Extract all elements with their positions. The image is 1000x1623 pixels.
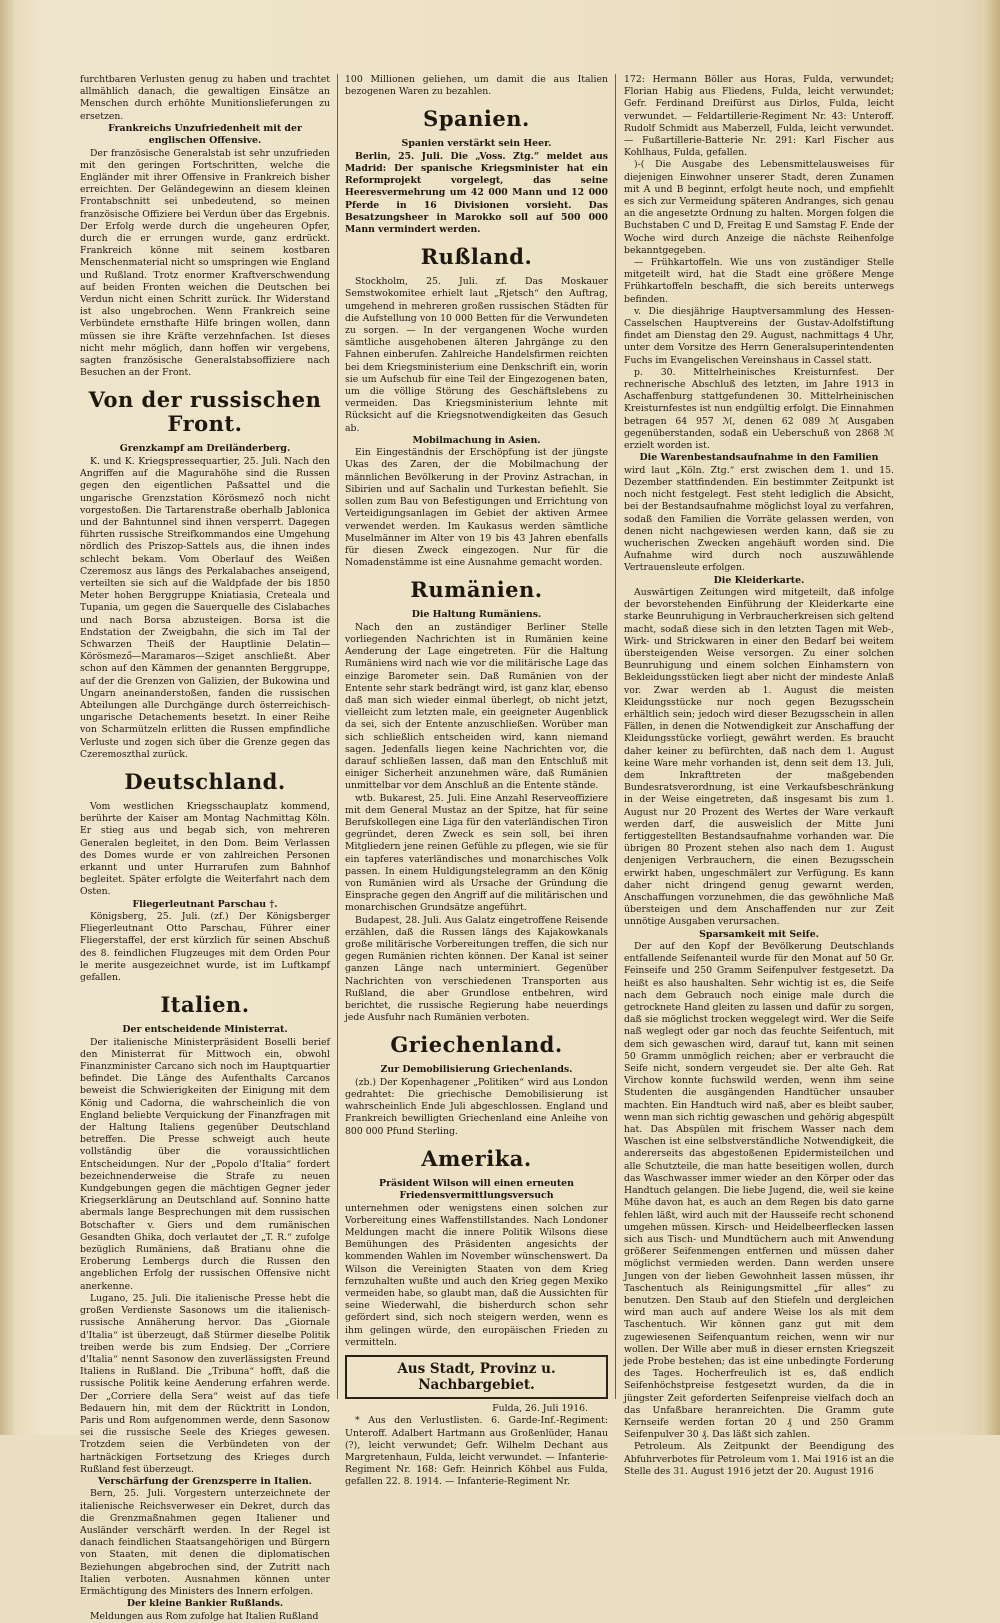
column-3 <box>624 74 894 1477</box>
article-text: * Aus den Verlustlisten. 6. Garde-Inf.-Regiment: Unteroff. Adalbert Hartmann aus Großenlüder, Hanau (?), leicht verwundet; Gefr. Wilhelm Dechant aus Margretenhaun, Fulda, leicht verwundet. — Infanterie-Regiment Nr. 168: Gefr. Heinrich Köhbel aus Fulda, gefallen 22. 8. 1914. — Infanterie-Regiment Nr. <box>345 1415 608 1488</box>
article-text: Budapest, 28. Juli. Aus Galatz eingetroffene Reisende erzählen, daß die Russen längs des Kajakowkanals große militärische Vorbereitungen treffen, die sich nur gegen Rumänien richten können. Der Kanal ist seiner ganzen Länge nach unterminiert. Gegenüber Nachrichten von verschiedenen Transporten aus Rußland, die aber Grundlose entbehren, wird berichtet, die russische Regierung habe neuerdings jede Ausfuhr nach Rumänien verboten. <box>345 914 608 1024</box>
section-heading: Italien. <box>160 992 250 1018</box>
article-text: Auswärtigen Zeitungen wird mitgeteilt, daß infolge der bevorstehenden Einführung der Kleiderkarte eine starke Beunruhigung in Verbraucherkreisen sich geltend macht, sodaß diese sich in den letzten Tagen mit Web-, Wirk- und Strickwaren in einer den Bedarf bei weitem übersteigenden Weise versorgen. Zu einer solchen Beunruhigung und einem solchen Einhamstern von Bekleidungsstücken liegt aber nicht der mindeste Anlaß vor. Zwar werden ab 1. August die meisten Kleidungsstücke nur noch gegen Bezugsschein erhältlich sein; jedoch wird dieser Bezugsschein in allen Fällen, in denen die Notwendigkeit zur Anschaffung der Kleidungsstücke vorliegt, gewährt werden. Es braucht daher keiner zu befürchten, daß nach dem 1. August keine Ware mehr vorhanden ist, denn seit dem 13. Juli, dem Inkrafttreten der maßgebenden Bundesratsverordnung, ist eine Verkaufsbeschränkung in der Weise eingetreten, daß insgesamt bis zum 1. August nur 20 Prozent des Wertes der Ware verkauft werden darf, die ausweislich der Mitte Juni fertiggestellten Bestandsaufnahme vorhanden war. Die übrigen 80 Prozent stehen also nach dem 1. August denjenigen Verbrauchern, die einen Bezugsschein erwirkt haben, ungeschmälert zur Verfügung. Es kann daher nicht dringend genug gewarnt werden, Anschaffungen vorzunehmen, die das gewöhnliche Maß übersteigen und dem Anschaffenden nur zur Zeit unnötige Ausgaben verursachen. <box>624 586 894 928</box>
article-text: v. Die diesjährige Hauptversammlung des Hessen-Casselschen Hauptvereins der Gustav-Adolfstiftung findet am Dienstag den 29. August, nachmittags 4 Uhr, unter dem Vorsitze des Herrn Generalsuperintendenten Fuchs im Evangelischen Vereinshaus in Cassel statt. <box>624 305 894 366</box>
article-text: Vom westlichen Kriegsschauplatz kommend, berührte der Kaiser am Montag Nachmittag Köln. Er stieg aus und begab sich, von mehreren Generalen begleitet, in den Dom. Beim Verlassen des Domes wurde er von zahlreichen Personen erkannt und unter Hurrarufen zum Bahnhof begleitet. Später erfolgte die Weiterfahrt nach dem Osten. <box>80 800 330 898</box>
article-subheading: Der entscheidende Ministerrat. <box>122 1024 288 1036</box>
article-text: Stockholm, 25. Juli. zf. Das Moskauer Semstwokomitee erhielt laut „Rjetsch“ den Auftrag, umgehend in mehreren großen russischen Städten für die Aufstellung von 10 000 Betten für die Verwundeten zu sorgen. — In der vergangenen Woche wurden sämtliche ausgehobenen älteren Jahrgänge zu den Fahnen einberufen. Zahlreiche Handelsfirmen reichten bei dem Kriegsministerium eine Denkschrift ein, worin sie um Aufschub für eine Teil der Eingezogenen baten, um die völlige Störung des Geschäftslebens zu vermeiden. Das Kriegsministerium lehnte mit Rücksicht auf die Kriegsnotwendigkeiten das Gesuch ab. <box>345 276 608 434</box>
article-text: Petroleum. Als Zeitpunkt der Beendigung des Abfuhrverbotes für Petroleum vom 1. Mai 1916 ist an die Stelle des 31. August 1916 jetzt der 20. August 1916 <box>624 1441 894 1477</box>
article-subheading: Präsident Wilson will einen erneuten Friedensvermittlungsversuch <box>379 1177 574 1202</box>
article-subheading: Grenzkampf am Dreiländerberg. <box>119 443 291 455</box>
article-subheading: Die Kleiderkarte. <box>713 574 805 586</box>
article-text: (zb.) Der Kopenhagener „Politiken“ wird aus London gedrahtet: Die griechische Demobilisierung ist wahrscheinlich Ende Juli abgeschlossen. England und Frankreich bewilligten Griechenland eine Anleihe von 800 000 Pfund Sterling. <box>345 1076 608 1137</box>
article-text: Nach den an zuständiger Berliner Stelle vorliegenden Nachrichten ist in Rumänien keine Aenderung der Lage eingetreten. Für die Haltung Rumäniens wird nach wie vor die militärische Lage das einzige Barometer sein. Daß Rumänien von der Entente sehr stark bedrängt wird, ist ganz klar, ebenso daß man sich wieder einmal überlegt, ob nicht jetzt, vielleicht zum letzten male, ein geeigneter Augenblick da sei, sich der Entente anzuschließen. Worüber man sich schließlich entscheiden wird, kann niemand sagen. Jedenfalls liegen keine Nachrichten vor, die darauf schließen lassen, daß man den Entschluß mit einiger Sicherheit anzunehmen wäre, daß Rumänien unmittelbar vor dem Anschluß an die Entente stände. <box>345 621 608 792</box>
article-subheading: Sparsamkeit mit Seife. <box>699 928 819 940</box>
local-news-heading: Aus Stadt, Provinz u. Nachbargebiet. <box>345 1355 608 1399</box>
section-heading: Deutschland. <box>124 768 286 794</box>
article-text: wtb. Bukarest, 25. Juli. Eine Anzahl Reserveoffiziere mit dem General Mustaz an der Spitze, hat für seine Berufskollegen eine Liga für den vaterländischen Tiron gegründet, deren Zweck es sein soll, bei ihren Mitgliedern jene reinen Gefühle zu pflegen, wie sie für ein tapferes vaterländisches und monarchisches Volk passen. In einem Huldigungstelegramm an den König von Rumänien wird als Ursache der Gründung die Einsprache gegen den Angriff auf die militärischen und monarchischen Grundsätze angeführt. <box>345 792 608 914</box>
article-text: Berlin, 25. Juli. Die „Voss. Ztg.“ meldet aus Madrid: Der spanische Kriegsminister hat ein Reformprojekt vorgelegt, das seine Heeresvermehrung um 42 000 Mann und 12 000 Pferde in 16 Divisionen vorsieht. Das Besatzungsheer in Marokko soll auf 500 000 Mann vermindert werden. <box>345 150 608 236</box>
article-text: furchtbaren Verlusten genug zu haben und trachtet allmählich danach, die gewaltigen Einsätze an Menschen durch erhöhte Munitionslieferungen zu ersetzen. <box>80 74 330 122</box>
article-text: Meldungen aus Rom zufolge hat Italien Rußland <box>90 1610 319 1622</box>
article-text: 100 Millionen geliehen, um damit die aus Italien bezogenen Waren zu bezahlen. <box>345 74 608 98</box>
section-heading: Rumänien. <box>410 577 543 603</box>
section-heading: Amerika. <box>421 1145 532 1171</box>
article-text: 172: Hermann Böller aus Horas, Fulda, verwundet; Florian Habig aus Fliedens, Fulda, leicht verwundet; Gefr. Ferdinand Dreifürst aus Dirlos, Fulda, leicht verwundet. — Feldartillerie-Regiment Nr. 43: Unteroff. Rudolf Schmidt aus Maberzell, Fulda, leicht verwundet. — Fußartillerie-Batterie Nr. 291: Karl Fischer aus Kohlhaus, Fulda, gefallen. <box>624 74 894 159</box>
article-subheading: Die Haltung Rumäniens. <box>411 609 542 621</box>
article-subheading: Verschärfung der Grenzsperre in Italien. <box>98 1475 312 1487</box>
section-heading: Spanien. <box>423 106 530 132</box>
article-text: — Frühkartoffeln. Wie uns von zuständiger Stelle mitgeteilt wird, hat die Stadt eine größere Menge Frühkartoffeln beschafft, die sich bereits unterwegs befinden. <box>624 257 894 305</box>
article-subheading: Zur Demobilisierung Griechenlands. <box>380 1064 573 1076</box>
article-text: )-( Die Ausgabe des Lebensmittelausweises für diejenigen Einwohner unserer Stadt, deren Zunamen mit A und B beginnt, erfolgt heute noch, und empfiehlt es sich zur Vermeidung späteren Andranges, sich genau an die angesetzte Ordnung zu halten. Morgen folgen die Buchstaben C und D, Freitag E und Samstag F. Ende der Woche wird durch Anzeige die nächste Reihenfolge bekanntgegeben. <box>624 159 894 256</box>
article-text: Lugano, 25. Juli. Die italienische Presse hebt die großen Verdienste Sasonows um die italienisch-russische Annäherung hervor. Das „Giornale d'Italia“ ist überzeugt, daß Stürmer dieselbe Politik treiben werde bis zum Endsieg. Der „Corriere d'Italia“ nennt Sasonow den zuverlässigsten Freund Italiens in Rußland. Die „Tribuna“ hofft, daß die russische Politik keine Aenderung erfahren werde. Der „Corriere della Sera“ weist auf das tiefe Bedauern hin, mit dem der Rücktritt in London, Paris und Rom aufgenommen werde, denn Sasonow sei die russische Seele des Krieges gewesen. Trotzdem seien die Verbündeten von der hartnäckigen Fortsetzung des Krieges durch Rußland fest überzeugt. <box>80 1292 330 1475</box>
article-text: unternehmen oder wenigstens einen solchen zur Vorbereitung eines Waffenstillstandes. Nach Londoner Meldungen macht die innere Politik Wilsons diese Bemühungen des Präsidenten angesichts der kommenden Wahlen im November wünschenswert. Da Wilson die Vereinigten Staaten von dem Krieg fernzuhalten wußte und auch den Krieg gegen Mexiko vermeiden habe, so glaubt man, daß die Aussichten für seine Wiederwahl, die bisherdurch schon sehr gefördert sind, sich noch steigern werden, wenn es ihm gelingen würde, den europäischen Frieden zu vermitteln. <box>345 1202 608 1348</box>
article-text: Der auf den Kopf der Bevölkerung Deutschlands entfallende Seifenanteil wurde für den Monat auf 50 Gr. Feinseife und 250 Gramm Seifenpulver festgesetzt. Da heißt es also haushalten. Sehr wichtig ist es, die Seife nach dem Gebrauch noch einige male durch die getrocknete Hand gleiten zu lassen und dafür zu sorgen, daß sie möglichst trocken weggelegt wird. Wer die Seife naß weglegt oder gar noch das feuchte Seifentuch, mit dem sich gewaschen wird, darauf tut, kann mit seinen 50 Gramm unmöglich reichen; aber er verbraucht die Seife nicht, sondern vergeudet sie. Der alte Geh. Rat Virchow konnte fuchswild werden, wenn ihm seine Studenten die ausgängenden Handtücher unsauber machten. Ein Handtuch wird naß, aber es bleibt sauber, wenn man sich richtig gewaschen und gehörig abgespült hat. Das Abspülen mit frischem Wasser nach dem Waschen ist eine selbstverständliche Notwendigkeit, die andererseits das abgestoßenen Epidermisteilchen und alle Schutzteile, die man hatte beseitigen wollen, durch das Waschwasser immer wieder an den Körper oder das Handtuch gelangen. Die liebe Jugend, die, weil sie keine Mühe davon hat, es auch an dem Regen bis dato garne fehlen läßt, wird auch mit der Hausseife recht schonend umgehen müssen. Kirsch- und Heidelbeerflecken lassen sich aus Tisch- und Mundtüchern auch mit Anwendung größerer Seifenmengen entfernen und müssen daher möglichst vermieden werden. Dann werden unsere Jungen von der lieben Gewohnheit lassen müssen, ihr Taschentuch als Reinigungsmittel „für alles“ zu benutzen. Den Staub auf den Stiefeln und dergleichen wird man auch auf andere Weise los als mit dem Taschentuch. Wir können ganz gut mit dem zugewiesenen Seifenquantum reichen, wenn wir nur wollen. Der Wille aber muß in dieser ernsten Kriegszeit jede Probe bestehen; das ist eine unbedingte Forderung des Tages. Hocherfreulich ist es, daß endlich Seifenhöchstpreise festgesetzt wurden, da die in jüngster Zeit geforderten Seifenpreise vielfach doch an das Unfaßbare heranreichten. Die Gramm gute Kernseife werden fortan 20 ₰ und 250 Gramm Seifenpulver 30 ₰. Das läßt sich zahlen. <box>624 941 894 1441</box>
column-1 <box>80 74 330 1622</box>
article-text: Der italienische Ministerpräsident Boselli berief den Ministerrat für Mittwoch ein, obwohl Finanzminister Carcano sich noch im Hauptquartier befindet. Die Länge des Aufenthalts Carcanos beweist die Schwierigkeiten der Einigung mit dem König und Cadorna, die wahrscheinlich die von England beliebte Verquickung der Finanzfragen mit der Haltung Italiens gegenüber Deutschland betreffen. Die Presse schweigt auch heute vollständig über die voraussichtlichen Entscheidungen. Nur der „Popolo d'Italia“ fordert bezeichnenderweise die Strafe zu neuen Kundgebungen gegen die mächtigen Gegner jeder Kriegserklärung an Deutschland auf. Sonnino hatte abermals lange Besprechungen mit dem russischen Botschafter v. Giers und dem rumänischen Gesandten Ghika, doch verlautet der „T. R.“ zufolge bezüglich Rumäniens, daß Bratianu ohne die Eroberung Lembergs durch die Russen den angeblichen Erfolg der russischen Offensive nicht anerkenne. <box>80 1036 330 1292</box>
article-text: wird laut „Köln. Ztg.“ erst zwischen dem 1. und 15. Dezember stattfindenden. Ein bestimmter Zeitpunkt ist noch nicht festgelegt. Fest steht lediglich die Absicht, bei der Bestandsaufnahme möglichst loyal zu verfahren, sodaß den Familien die Vorräte gelassen werden, von denen nicht nachgewiesen werden kann, daß sie zu wucherischen Zwecken angehäuft worden sind. Die Aufnahme wird durch noch auszuwählende Vertrauensleute erfolgen. <box>624 464 894 574</box>
article-subheading: Der kleine Bankier Rußlands. <box>126 1598 284 1610</box>
column-rule <box>337 74 338 1399</box>
article-subheading: Frankreichs Unzufriedenheit mit der englischen Offensive. <box>108 122 302 147</box>
article-subheading: Spanien verstärkt sein Heer. <box>401 138 552 150</box>
left-page-edge <box>0 0 14 1435</box>
article-subheading: Die Warenbestandsaufnahme in den Familien <box>639 452 879 464</box>
article-text: Königsberg, 25. Juli. (zf.) Der Königsberger Fliegerleutnant Otto Parschau, Führer einer Fliegerstaffel, der erst kürzlich für seinen Abschuß des 8. feindlichen Flugzeuges mit dem Orden Pour le merite ausgezeichnet wurde, ist im Luftkampf gefallen. <box>80 911 330 984</box>
article-subheading: Fliegerleutnant Parschau †. <box>132 898 278 910</box>
article-text: p. 30. Mittelrheinisches Kreisturnfest. Der rechnerische Abschluß des letzten, im Jahre 1913 in Aschaffenburg stattgefundenen 30. Mittelrheinischen Kreisturnfestes ist nun endgültig erfolgt. Die Einnahmen betragen 64 957 ℳ, denen 62 089 ℳ Ausgaben gegenüberstanden, sodaß ein Ueberschuß von 2868 ℳ erzielt worden ist. <box>624 366 894 452</box>
column-rule <box>615 74 616 1399</box>
article-text: Ein Eingeständnis der Erschöpfung ist der jüngste Ukas des Zaren, der die Mobilmachung der männlichen Bevölkerung in der Provinz Astrachan, in Sibirien und auf Sachalin und Turkestan befiehlt. Sie sollen zum Bau von Befestigungen und Errichtung von Verteidigungsanlagen im Gebiet der aktiven Armee verwendet werden. Im Kaukasus werden sämtliche Muselmänner im Alter von 19 bis 43 Jahren ebenfalls für diesen Zweck eingezogen. Nur für die Nomadenstämme ist eine Ausnahme gemacht worden. <box>345 447 608 569</box>
right-page-edge <box>982 0 1000 1435</box>
article-text: Der französische Generalstab ist sehr unzufrieden mit den geringen Fortschritten, welche die Engländer mit ihrer Offensive in Frankreich bisher erreichten. Der Geländegewinn an diesem kleinen Frontabschnitt sei unbedeutend, so meinen französische Offiziere bei Verdun über das Ergebnis. Der Erfolg werde durch die ungeheuren Opfer, durch die er errungen wurde, ganz erdrückt. Frankreich könne mit seinem kostbaren Menschenmaterial nicht so umspringen wie England und Rußland. Trotz enormer Kraftverschwendung auf beiden Fronten weichen die Deutschen bei Verdun nicht einen Schritt zurück. Ihr Widerstand ist also ungebrochen. Wenn Frankreich seine Verbündete ernsthafte Hilfe bringen wollen, dann müssen sie ihre Kräfte verzehnfachen. Ist dieses nicht mehr möglich, dann hoffen wir vergebens, sagten französische Generalstabsoffiziere nach Besuchen an der Front. <box>80 147 330 379</box>
article-text: K. und K. Kriegspressequartier, 25. Juli. Nach den Angriffen auf die Magurahöhe sind die Russen gegen den eigentlichen Paßsattel und die ungarische Grenzstation Körösmező noch nicht vorgestoßen. Die Tartarenstraße oberhalb Jablonica und der Bahntunnel sind ihnen versperrt. Dagegen führten russische Streifkommandos eine Umgehung nördlich des Priszop-Sattels aus, die ihnen indes schlecht bekam. Vom Oberlauf des Weißen Czeremosz aus längs des Perkalabaches anseigend, verteilten sie sich auf die Waldpfade der bis 1850 Meter hohen Berggruppe Kniatiasia, Creteala und Tupania, um gegen die Sauerquelle des Cislabaches und nach Borsa abzusteigen. Borsa ist die Endstation der Zweigbahn, die sich im Tal der Schwarzen Theiß der Hauptlinie Delatin—Körösmező—Maramaros—Sziget anschließt. Aber schon auf den Kämmen der genannten Berggruppe, auf der die Grenzen von Galizien, der Bukowina und Ungarn aneinanderstoßen, fanden die russischen Abteilungen alle Durchgänge durch österreichisch-ungarische Detachements besetzt. In einer Reihe von Scharmützeln erlitten die Russen empfindliche Verluste und zogen sich über die Grenze gegen das Czeremoszthal zurück. <box>80 455 330 760</box>
article-subheading: Mobilmachung in Asien. <box>412 434 541 446</box>
article-text: Bern, 25. Juli. Vorgestern unterzeichnete der italienische Reichsverweser ein Dekret, durch das die Grenzmaßnahmen gegen Italiener und Ausländer verschärft werden. In der Regel ist danach feindlichen Staatsangehörigen und Bürgern von Staaten, mit denen die diplomatischen Beziehungen abgebrochen sind, der Zutritt nach Italien verboten. Ausnahmen können unter Ermächtigung des Ministers des Innern erfolgen. <box>80 1488 330 1597</box>
section-heading: Von der russischen Front. <box>88 387 322 437</box>
dateline: Fulda, 26. Juli 1916. <box>492 1403 588 1415</box>
section-heading: Rußland. <box>420 244 533 270</box>
column-2 <box>345 74 608 1488</box>
section-heading: Griechenland. <box>390 1032 563 1058</box>
